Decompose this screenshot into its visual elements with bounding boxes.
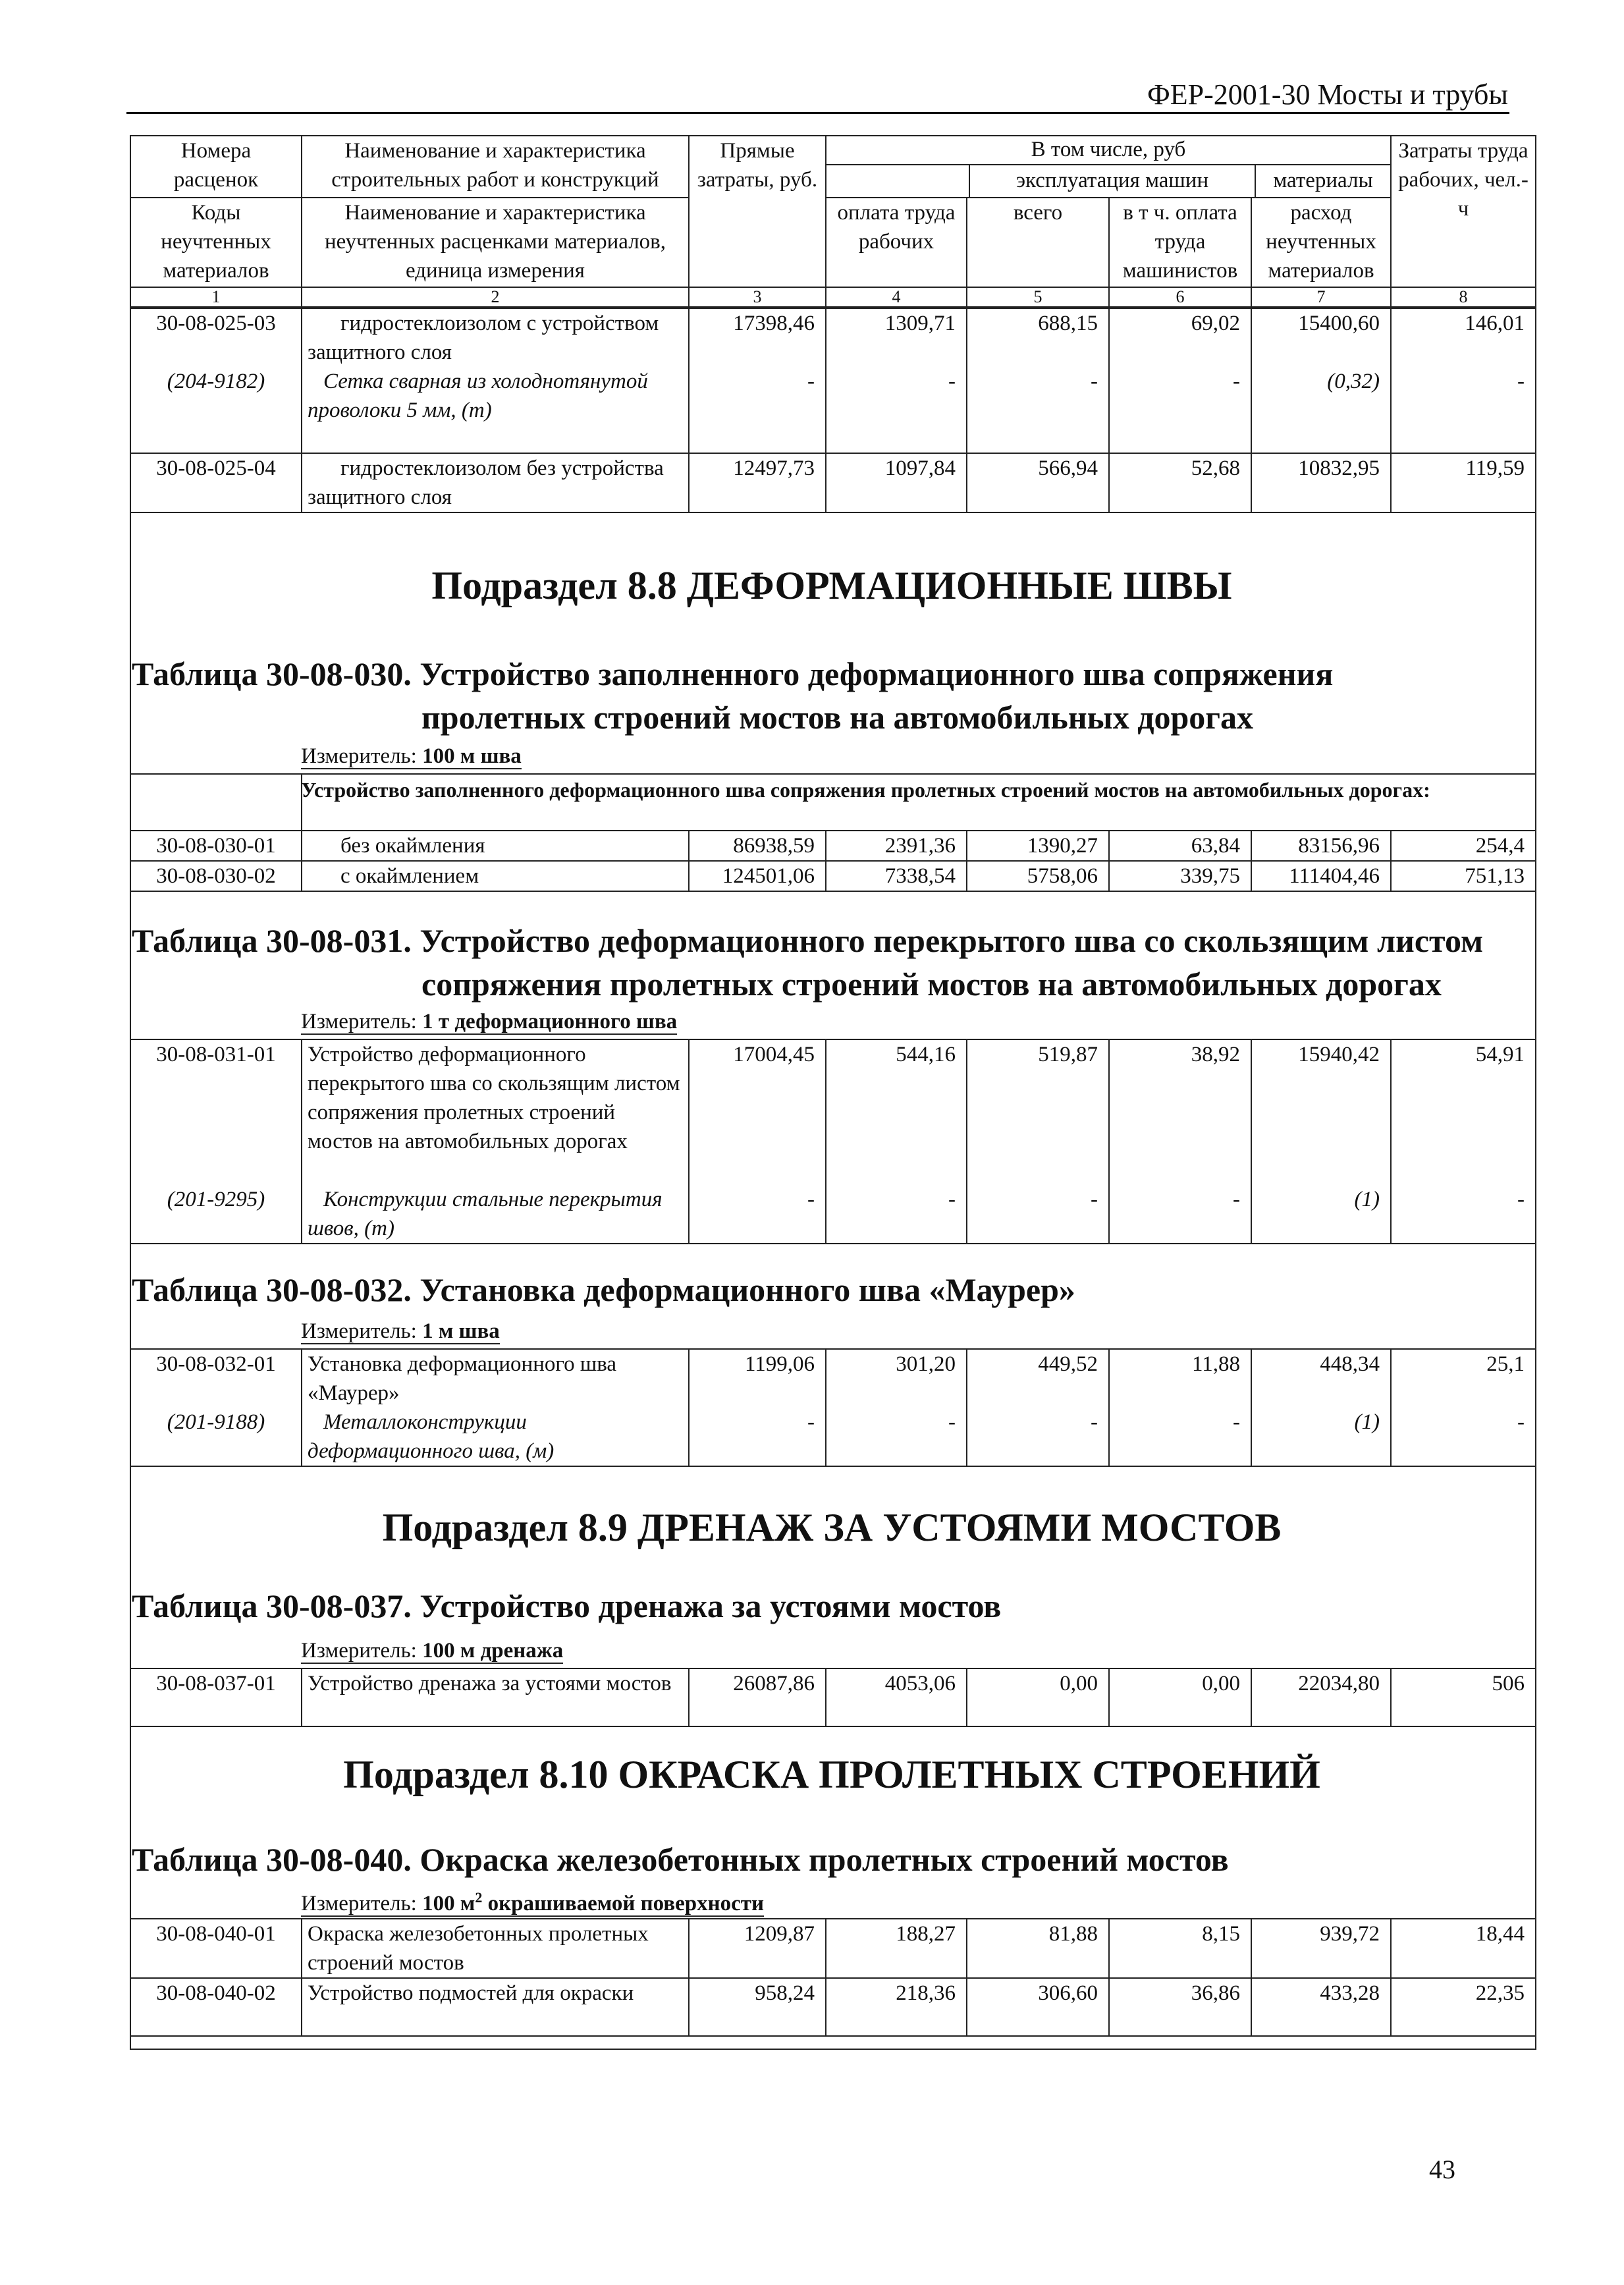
material-code: (201-9188) [167, 1410, 265, 1434]
materials-value: (1) [1354, 1410, 1380, 1434]
materials-value: 939,72 [1251, 1919, 1391, 1978]
pay-value: - [948, 1188, 956, 1211]
table-title-line: Таблица 30-08-040. Окраска железобетонных пролетных строений мостов [132, 1841, 1229, 1878]
labor-value: 22,35 [1391, 1978, 1536, 2036]
row-direct-cell [689, 1349, 826, 1466]
material-code: (204-9182) [167, 370, 265, 393]
rate-code: 30-08-031-01 [156, 1043, 276, 1066]
pay-value: 218,36 [826, 1978, 967, 2036]
meter-prefix: Измеритель: [301, 744, 423, 768]
rate-code: 30-08-030-02 [130, 861, 302, 891]
materials-value: 10832,95 [1251, 453, 1391, 512]
row-code-cell [130, 1349, 302, 1466]
header-matcons: расход неучтенных материалов [1251, 198, 1391, 287]
row-materials-cell [1251, 1039, 1391, 1244]
header-total: всего [967, 198, 1109, 287]
subsection-title: Подраздел 8.10 ОКРАСКА ПРОЛЕТНЫХ СТРОЕНИЙ [343, 1753, 1320, 1796]
rate-name: Устройство подмостей для окраски [302, 1978, 689, 2036]
col-number: 4 [826, 287, 967, 307]
header-codes: Коды неучтенных материалов [130, 198, 302, 287]
drivers-value: 36,86 [1109, 1978, 1251, 2036]
rule [130, 773, 1535, 775]
materials-value: 433,28 [1251, 1978, 1391, 2036]
table-title-line: Таблица 30-08-031. Устройство деформационного перекрытого шва со скользящим листом [132, 922, 1484, 959]
labor-value: - [1517, 1410, 1525, 1434]
total-value: 0,00 [967, 1668, 1109, 1726]
header-machines: эксплуатация машин [970, 165, 1256, 197]
row-pay-cell [826, 308, 967, 453]
row-drivers-cell [1109, 1039, 1251, 1244]
col-number: 3 [689, 287, 826, 307]
table-title [132, 652, 1333, 739]
total-value: - [1091, 1410, 1098, 1434]
total-value: 566,94 [967, 453, 1109, 512]
running-head: ФЕР-2001-30 Мосты и трубы [1147, 78, 1508, 111]
table-title [132, 919, 1483, 1006]
drivers-value: 8,15 [1109, 1919, 1251, 1978]
direct-value: 12497,73 [689, 453, 826, 512]
table-title-line: Таблица 30-08-030. Устройство заполненного деформационного шва сопряжения [132, 655, 1334, 692]
total-value: - [1091, 1188, 1098, 1211]
drivers-value: 38,92 [1191, 1043, 1240, 1066]
meter-line [301, 1319, 500, 1344]
direct-value: 17004,45 [733, 1043, 815, 1066]
col-number: 8 [1391, 287, 1536, 307]
labor-value: - [1517, 370, 1525, 393]
row-total-cell [967, 308, 1109, 453]
direct-value: 958,24 [689, 1978, 826, 2036]
row-drivers-cell [1109, 308, 1251, 453]
header-drivers: в т ч. оплата труда машинистов [1109, 198, 1251, 287]
rate-code: 30-08-030-01 [130, 831, 302, 861]
row-pay-cell [826, 1349, 967, 1466]
materials-value: 111404,46 [1251, 861, 1391, 891]
page-number: 43 [1429, 2155, 1455, 2184]
table-title-line: Таблица 30-08-032. Установка деформационного шва «Маурер» [132, 1271, 1075, 1308]
rate-code: 30-08-040-01 [130, 1919, 302, 1978]
pay-value: - [948, 1410, 956, 1434]
labor-value: 54,91 [1475, 1043, 1525, 1066]
direct-value: - [807, 1188, 815, 1211]
drivers-value: 0,00 [1109, 1668, 1251, 1726]
rate-name: с окаймлением [302, 861, 689, 891]
row-direct-cell [689, 308, 826, 453]
row-code-cell [130, 1039, 302, 1244]
row-name-cell [302, 1349, 689, 1466]
drivers-value: 69,02 [1191, 312, 1240, 335]
row-labor-cell [1391, 1349, 1536, 1466]
table-032 [130, 1348, 1536, 1467]
total-value: 519,87 [1038, 1043, 1098, 1066]
total-value: 449,52 [1038, 1352, 1098, 1376]
row-labor-cell [1391, 1039, 1536, 1244]
rate-name: Установка деформационного шва «Маурер» [308, 1352, 617, 1405]
materials-value: 22034,80 [1251, 1668, 1391, 1726]
table-030 [130, 830, 1536, 892]
meter-prefix: Измеритель: [301, 1639, 423, 1663]
direct-value: 86938,59 [689, 831, 826, 861]
col-number: 7 [1251, 287, 1391, 307]
meter-prefix: Измеритель: [301, 1319, 423, 1343]
total-value: 1390,27 [967, 831, 1109, 861]
table-037 [130, 1668, 1536, 1727]
meter-prefix: Измеритель: [301, 1892, 423, 1915]
pay-value: 301,20 [896, 1352, 956, 1376]
materials-value: 448,34 [1320, 1352, 1380, 1376]
header-pay: оплата труда рабочих [826, 198, 967, 287]
pay-value: 544,16 [896, 1043, 956, 1066]
meter-prefix: Измеритель: [301, 1010, 423, 1033]
total-value: 688,15 [1038, 312, 1098, 335]
meter-value: 1 м шва [422, 1319, 500, 1343]
meter-value: 100 м [422, 1892, 475, 1915]
drivers-value: 52,68 [1109, 453, 1251, 512]
direct-value: 1199,06 [744, 1352, 815, 1376]
rate-code: 30-08-032-01 [156, 1352, 276, 1376]
direct-value: - [807, 1410, 815, 1434]
meter-line [301, 1010, 677, 1034]
meter-value: 1 т деформационного шва [422, 1010, 678, 1033]
row-labor-cell [1391, 308, 1536, 453]
direct-value: 17398,46 [733, 312, 815, 335]
drivers-value: - [1233, 370, 1240, 393]
header-rule [126, 112, 1509, 114]
rate-name: без окаймления [302, 831, 689, 861]
material-name: Конструкции стальные перекрытия швов, (т) [308, 1188, 663, 1240]
rate-name: Окраска железобетонных пролетных строений мостов [302, 1919, 689, 1978]
rate-name: Устройство деформационного перекрытого шва со скользящим листом сопряжения пролетных строений мостов на автомобильных дорогах [308, 1043, 680, 1153]
rate-code: 30-08-040-02 [130, 1978, 302, 2036]
table-title [132, 1268, 1075, 1311]
header-materials: материалы [1273, 169, 1373, 192]
rate-code: 30-08-025-03 [156, 312, 276, 335]
direct-value: - [807, 370, 815, 393]
row-drivers-cell [1109, 1349, 1251, 1466]
pay-value: 188,27 [826, 1919, 967, 1978]
rate-code: 30-08-025-04 [130, 453, 302, 512]
header-incl-label: В том числе, руб [826, 136, 1390, 165]
total-value: 5758,06 [967, 861, 1109, 891]
labor-value: 506 [1391, 1668, 1536, 1726]
labor-value: 146,01 [1465, 312, 1525, 335]
meter-exponent: 2 [475, 1889, 483, 1906]
row-direct-cell [689, 1039, 826, 1244]
row-materials-cell [1251, 1349, 1391, 1466]
direct-value: 1209,87 [689, 1919, 826, 1978]
header-direct: Прямые затраты, руб. [689, 136, 826, 287]
group-header: Устройство заполненного деформационного шва сопряжения пролетных строений мостов на автомобильных дорогах: [301, 778, 1430, 802]
row-pay-cell [826, 1039, 967, 1244]
row-total-cell [967, 1349, 1109, 1466]
rate-name: гидростеклоизолом с устройством защитного слоя [308, 312, 659, 364]
row-code-cell [130, 308, 302, 453]
labor-value: 119,59 [1391, 453, 1536, 512]
header-nums: Номера расценок [130, 136, 302, 198]
total-value: - [1091, 370, 1098, 393]
table-title-line: пролетных строений мостов на автомобильных дорогах [421, 699, 1254, 736]
total-value: 306,60 [967, 1978, 1109, 2036]
drivers-value: 63,84 [1109, 831, 1251, 861]
meter-value: 100 м шва [422, 744, 522, 768]
material-code: (201-9295) [167, 1188, 265, 1211]
drivers-value: - [1233, 1188, 1240, 1211]
rate-name: Устройство дренажа за устоями мостов [302, 1668, 689, 1726]
rate-name: гидростеклоизолом без устройства защитного слоя [302, 453, 689, 512]
header-labor: Затраты труда рабочих, чел.-ч [1391, 136, 1536, 287]
meter-line [301, 1889, 764, 1916]
labor-value: 25,1 [1486, 1352, 1525, 1376]
column-header [130, 135, 1536, 308]
materials-value: (1) [1354, 1188, 1380, 1211]
row-name-cell [302, 1039, 689, 1244]
materials-value: (0,32) [1327, 370, 1380, 393]
drivers-value: 339,75 [1109, 861, 1251, 891]
labor-value: 254,4 [1391, 831, 1536, 861]
table-title [132, 1584, 1001, 1628]
drivers-value: - [1233, 1410, 1240, 1434]
labor-value: - [1517, 1188, 1525, 1211]
col-number: 5 [967, 287, 1109, 307]
subsection-title: Подраздел 8.9 ДРЕНАЖ ЗА УСТОЯМИ МОСТОВ [382, 1506, 1282, 1549]
table-title-line: Таблица 30-08-037. Устройство дренажа за устоями мостов [132, 1587, 1002, 1624]
meter-line [301, 1639, 563, 1663]
col-number: 6 [1109, 287, 1251, 307]
header-incl [826, 136, 1391, 198]
row-materials-cell [1251, 308, 1391, 453]
meter-value: 100 м дренажа [422, 1639, 564, 1663]
rate-code: 30-08-037-01 [130, 1668, 302, 1726]
labor-value: 18,44 [1391, 1919, 1536, 1978]
total-value: 81,88 [967, 1919, 1109, 1978]
table-040 [130, 1918, 1536, 2037]
pay-value: 1097,84 [826, 453, 967, 512]
col-number: 2 [302, 287, 689, 307]
pay-value: 4053,06 [826, 1668, 967, 1726]
labor-value: 751,13 [1391, 861, 1536, 891]
table-031 [130, 1039, 1536, 1244]
table-title-line: сопряжения пролетных строений мостов на автомобильных дорогах [421, 966, 1442, 1003]
row-total-cell [967, 1039, 1109, 1244]
drivers-value: 11,88 [1191, 1352, 1240, 1376]
pay-value: 1309,71 [884, 312, 956, 335]
header-name2: Наименование и характеристика неучтенных расценками материалов, единица измерения [302, 198, 689, 287]
materials-value: 15940,42 [1298, 1043, 1380, 1066]
material-name: Сетка сварная из холоднотянутой проволоки 5 мм, (т) [308, 370, 648, 422]
pay-value: 7338,54 [826, 861, 967, 891]
meter-line [301, 744, 522, 769]
table-title [132, 1838, 1229, 1881]
header-name: Наименование и характеристика строительных работ и конструкций [302, 136, 689, 198]
materials-value: 83156,96 [1251, 831, 1391, 861]
row-name-cell [302, 308, 689, 453]
pay-value: - [948, 370, 956, 393]
materials-value: 15400,60 [1298, 312, 1380, 335]
pay-value: 2391,36 [826, 831, 967, 861]
meter-value: окрашиваемой поверхности [482, 1892, 765, 1915]
top-rows-table [130, 308, 1536, 513]
subsection-title: Подраздел 8.8 ДЕФОРМАЦИОННЫЕ ШВЫ [431, 564, 1232, 607]
direct-value: 124501,06 [689, 861, 826, 891]
material-name: Металлоконструкции деформационного шва, (м) [308, 1410, 555, 1463]
direct-value: 26087,86 [689, 1668, 826, 1726]
col-number: 1 [130, 287, 302, 307]
